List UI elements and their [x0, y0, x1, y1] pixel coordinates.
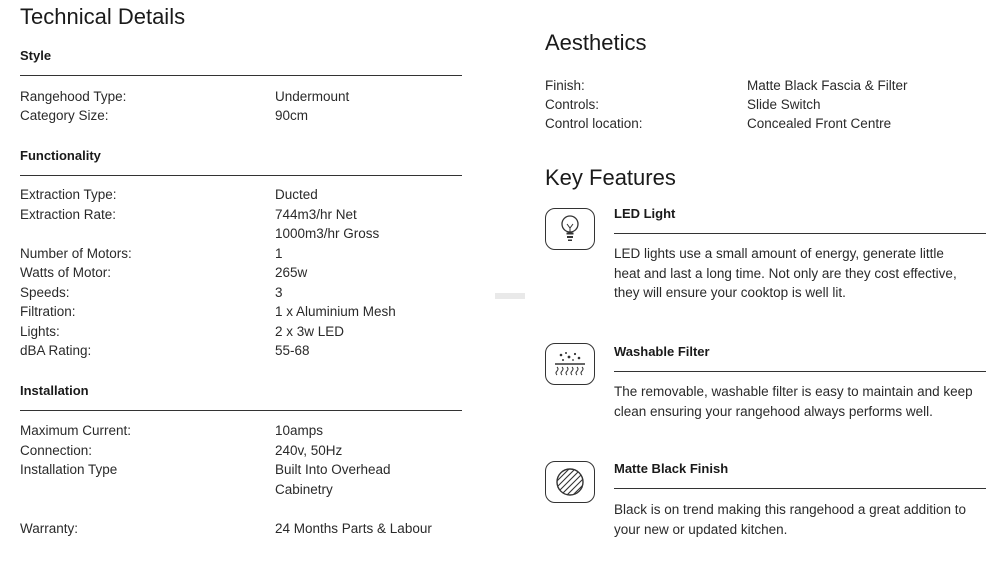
feature-description-line: The removable, washable filter is easy to maintain and keep	[614, 384, 973, 399]
spec-label: Installation Type	[20, 462, 118, 477]
section-divider	[20, 75, 462, 76]
spec-label: Extraction Rate:	[20, 207, 117, 222]
spec-value: 265w	[275, 265, 308, 280]
aesthetics-title: Aesthetics	[545, 30, 647, 55]
spec-value: 3	[275, 285, 283, 300]
feature-description-line: they will ensure your cooktop is well lit.	[614, 285, 846, 300]
feature-divider	[614, 233, 986, 234]
feature-title-led-light: LED Light	[614, 206, 676, 221]
feature-description-line: LED lights use a small amount of energy, generate little	[614, 246, 944, 261]
spec-label: Watts of Motor:	[20, 265, 112, 280]
spec-value: Built Into Overhead	[275, 462, 391, 477]
spec-label: Speeds:	[20, 285, 70, 300]
aesthetics-value: Slide Switch	[747, 97, 821, 112]
spec-value: 2 x 3w LED	[275, 324, 345, 339]
aesthetics-value: Matte Black Fascia & Filter	[747, 78, 908, 93]
spec-value: 1 x Aluminium Mesh	[275, 304, 396, 319]
feature-description-line: clean ensuring your rangehood always performs well.	[614, 403, 933, 419]
feature-title-matte-black-finish: Matte Black Finish	[614, 461, 729, 476]
spec-label: Extraction Type:	[20, 187, 117, 202]
feature-description-line: Black is on trend making this rangehood a great addition to	[614, 502, 966, 517]
spec-label: Connection:	[20, 443, 93, 458]
spec-value: 1000m3/hr Gross	[275, 226, 380, 241]
feature-description-matte-black-finish	[614, 500, 986, 539]
feature-divider	[614, 488, 986, 489]
spec-label: Category Size:	[20, 108, 109, 123]
spec-value: 10amps	[275, 423, 324, 438]
aesthetics-label: Controls:	[545, 97, 600, 112]
spec-label: Warranty:	[20, 521, 79, 536]
spec-label: Filtration:	[20, 304, 76, 319]
section-divider	[20, 410, 462, 411]
feature-divider	[614, 371, 986, 372]
spec-value: 744m3/hr Net	[275, 207, 357, 222]
feature-description-line: heat and last a long time. Not only are they cost effective,	[614, 265, 957, 281]
section-heading-functionality: Functionality	[20, 148, 101, 163]
spec-label: dBA Rating:	[20, 343, 92, 358]
spec-value: 24 Months Parts & Labour	[275, 521, 432, 536]
section-heading-style: Style	[20, 48, 52, 63]
section-divider	[20, 175, 462, 176]
spec-label: Lights:	[20, 324, 60, 339]
feature-description-line: your new or updated kitchen.	[614, 521, 788, 537]
aesthetics-value: Concealed Front Centre	[747, 116, 892, 131]
matte-finish-icon	[545, 461, 595, 503]
feature-title-washable-filter: Washable Filter	[614, 344, 710, 359]
spec-value: 55-68	[275, 343, 310, 358]
key-features-title: Key Features	[545, 165, 676, 190]
spec-value: Undermount	[275, 89, 350, 104]
lightbulb-icon	[545, 208, 595, 250]
aesthetics-label: Finish:	[545, 78, 585, 93]
feature-description-washable-filter	[614, 382, 986, 421]
aesthetics-label: Control location:	[545, 116, 643, 131]
technical-details-title: Technical Details	[20, 4, 186, 29]
spec-value: 90cm	[275, 108, 309, 123]
spec-value: Ducted	[275, 187, 318, 202]
spec-value: 1	[275, 246, 283, 261]
small-badge-image	[495, 293, 525, 299]
feature-description-led-light	[614, 244, 986, 303]
section-heading-installation: Installation	[20, 383, 89, 398]
spec-label: Maximum Current:	[20, 423, 132, 438]
filter-icon	[545, 343, 595, 385]
spec-label: Number of Motors:	[20, 246, 132, 261]
spec-value: 240v, 50Hz	[275, 443, 343, 458]
spec-label: Rangehood Type:	[20, 89, 127, 104]
spec-value: Cabinetry	[275, 482, 333, 497]
